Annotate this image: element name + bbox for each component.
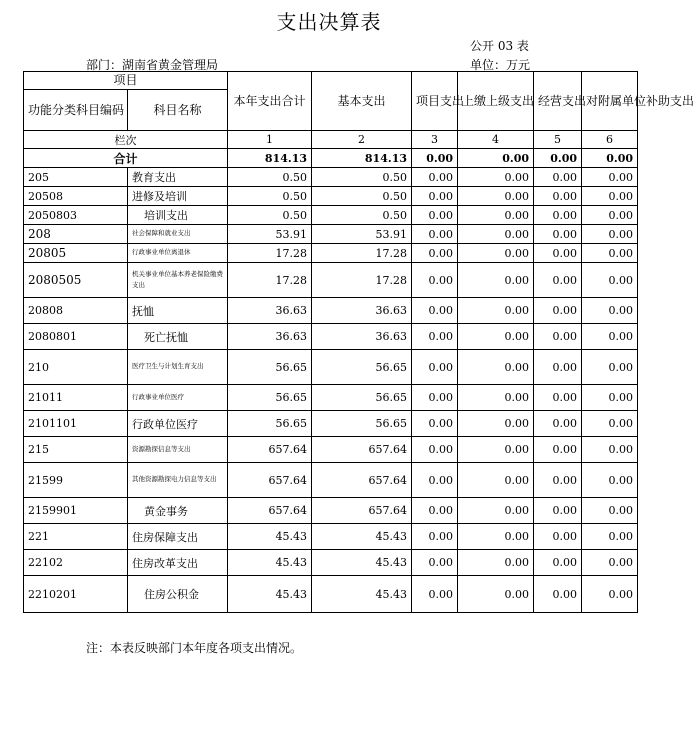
total-c2: 814.13: [312, 149, 412, 168]
amount-c6: 0.00: [582, 187, 638, 206]
expenditure-table: [23, 71, 694, 613]
col-index-1: 1: [228, 131, 312, 149]
amount-c2: 45.43: [312, 550, 412, 576]
col-index-label: 栏次: [24, 131, 228, 149]
amount-c3: 0.00: [412, 168, 458, 187]
header-func-code: 功能分类科目编码: [24, 90, 128, 131]
amount-c6: 0.00: [582, 385, 638, 411]
unit-label: 单位：万元: [470, 58, 531, 72]
amount-c2: 45.43: [312, 576, 412, 613]
amount-c2: 0.50: [312, 187, 412, 206]
amount-c1: 657.64: [228, 498, 312, 524]
subject-name: 教育支出: [128, 168, 228, 187]
amount-c1: 36.63: [228, 324, 312, 350]
amount-c6: 0.00: [582, 263, 638, 298]
subject-name: 培训支出: [128, 206, 228, 225]
subject-name: 其他资源勘探电力信息等支出: [128, 463, 228, 498]
amount-c2: 56.65: [312, 385, 412, 411]
table-row: [24, 498, 638, 524]
amount-c1: 0.50: [228, 168, 312, 187]
amount-c3: 0.00: [412, 298, 458, 324]
amount-c3: 0.00: [412, 385, 458, 411]
amount-c3: 0.00: [412, 263, 458, 298]
total-c6: 0.00: [582, 149, 638, 168]
subject-name: 资源勘探信息等支出: [128, 437, 228, 463]
subject-code: 2050803: [24, 206, 128, 225]
amount-c4: 0.00: [458, 168, 534, 187]
header-project-exp: 项目支出: [412, 72, 458, 131]
subject-code: 210: [24, 350, 128, 385]
amount-c5: 0.00: [534, 206, 582, 225]
subject-code: 2080801: [24, 324, 128, 350]
col-index-5: 5: [534, 131, 582, 149]
amount-c2: 56.65: [312, 411, 412, 437]
subject-code: 205: [24, 168, 128, 187]
table-row: [24, 437, 638, 463]
subject-code: 2210201: [24, 576, 128, 613]
table-row: [24, 524, 638, 550]
subject-name: 行政事业单位离退休: [128, 244, 228, 263]
amount-c2: 657.64: [312, 437, 412, 463]
amount-c1: 0.50: [228, 206, 312, 225]
amount-c6: 0.00: [582, 411, 638, 437]
subject-name: 黄金事务: [128, 498, 228, 524]
amount-c5: 0.00: [534, 187, 582, 206]
amount-c4: 0.00: [458, 463, 534, 498]
total-c3: 0.00: [412, 149, 458, 168]
amount-c1: 657.64: [228, 437, 312, 463]
amount-c4: 0.00: [458, 206, 534, 225]
amount-c4: 0.00: [458, 298, 534, 324]
amount-c1: 17.28: [228, 263, 312, 298]
amount-c1: 45.43: [228, 524, 312, 550]
subject-code: 2080505: [24, 263, 128, 298]
amount-c4: 0.00: [458, 437, 534, 463]
subject-code: 221: [24, 524, 128, 550]
amount-c2: 45.43: [312, 524, 412, 550]
amount-c5: 0.00: [534, 298, 582, 324]
amount-c3: 0.00: [412, 576, 458, 613]
amount-c1: 17.28: [228, 244, 312, 263]
amount-c3: 0.00: [412, 411, 458, 437]
amount-c4: 0.00: [458, 263, 534, 298]
subject-name: 抚恤: [128, 298, 228, 324]
subject-code: 215: [24, 437, 128, 463]
amount-c6: 0.00: [582, 576, 638, 613]
amount-c6: 0.00: [582, 498, 638, 524]
amount-c1: 53.91: [228, 225, 312, 244]
amount-c4: 0.00: [458, 498, 534, 524]
table-row: [24, 206, 638, 225]
amount-c6: 0.00: [582, 463, 638, 498]
amount-c3: 0.00: [412, 225, 458, 244]
header-row: [24, 72, 638, 90]
amount-c5: 0.00: [534, 524, 582, 550]
amount-c4: 0.00: [458, 244, 534, 263]
amount-c3: 0.00: [412, 324, 458, 350]
amount-c3: 0.00: [412, 437, 458, 463]
amount-c5: 0.00: [534, 463, 582, 498]
col-index-2: 2: [312, 131, 412, 149]
amount-c4: 0.00: [458, 576, 534, 613]
amount-c5: 0.00: [534, 550, 582, 576]
footnote: 注：本表反映部门本年度各项支出情况。: [86, 641, 303, 655]
table-row: [24, 385, 638, 411]
amount-c6: 0.00: [582, 206, 638, 225]
subject-code: 22102: [24, 550, 128, 576]
subject-name: 机关事业单位基本养老保险缴费支出: [128, 263, 228, 298]
amount-c5: 0.00: [534, 437, 582, 463]
amount-c5: 0.00: [534, 324, 582, 350]
amount-c4: 0.00: [458, 524, 534, 550]
table-row: [24, 168, 638, 187]
amount-c6: 0.00: [582, 437, 638, 463]
table-row: [24, 225, 638, 244]
amount-c4: 0.00: [458, 187, 534, 206]
subject-code: 21011: [24, 385, 128, 411]
amount-c3: 0.00: [412, 187, 458, 206]
amount-c5: 0.00: [534, 225, 582, 244]
subject-code: 2159901: [24, 498, 128, 524]
amount-c2: 36.63: [312, 324, 412, 350]
table-row: [24, 263, 638, 298]
col-index-4: 4: [458, 131, 534, 149]
amount-c2: 56.65: [312, 350, 412, 385]
amount-c4: 0.00: [458, 550, 534, 576]
subject-name: 行政事业单位医疗: [128, 385, 228, 411]
subject-code: 20808: [24, 298, 128, 324]
amount-c6: 0.00: [582, 298, 638, 324]
subject-name: 社会保障和就业支出: [128, 225, 228, 244]
amount-c6: 0.00: [582, 225, 638, 244]
header-subject-name: 科目名称: [128, 90, 228, 131]
amount-c3: 0.00: [412, 498, 458, 524]
col-index-6: 6: [582, 131, 638, 149]
amount-c4: 0.00: [458, 225, 534, 244]
subject-code: 21599: [24, 463, 128, 498]
amount-c6: 0.00: [582, 244, 638, 263]
total-row: [24, 149, 638, 168]
amount-c3: 0.00: [412, 524, 458, 550]
header-business: 经营支出: [534, 72, 582, 131]
amount-c1: 56.65: [228, 411, 312, 437]
total-c1: 814.13: [228, 149, 312, 168]
amount-c2: 0.50: [312, 206, 412, 225]
amount-c2: 657.64: [312, 498, 412, 524]
amount-c2: 53.91: [312, 225, 412, 244]
header-subsidy: 对附属单位补助支出: [582, 72, 638, 131]
subject-name: 医疗卫生与计划生育支出: [128, 350, 228, 385]
subject-name: 住房公积金: [128, 576, 228, 613]
table-row: [24, 550, 638, 576]
amount-c1: 56.65: [228, 350, 312, 385]
amount-c5: 0.00: [534, 498, 582, 524]
department-label: 部门：湖南省黄金管理局: [86, 58, 219, 72]
amount-c1: 45.43: [228, 576, 312, 613]
amount-c2: 17.28: [312, 244, 412, 263]
amount-c1: 0.50: [228, 187, 312, 206]
amount-c2: 36.63: [312, 298, 412, 324]
amount-c5: 0.00: [534, 244, 582, 263]
amount-c6: 0.00: [582, 168, 638, 187]
amount-c3: 0.00: [412, 463, 458, 498]
amount-c4: 0.00: [458, 350, 534, 385]
amount-c4: 0.00: [458, 411, 534, 437]
amount-c6: 0.00: [582, 550, 638, 576]
subject-code: 20805: [24, 244, 128, 263]
total-c5: 0.00: [534, 149, 582, 168]
amount-c5: 0.00: [534, 263, 582, 298]
amount-c5: 0.00: [534, 576, 582, 613]
table-row: [24, 411, 638, 437]
col-index-3: 3: [412, 131, 458, 149]
amount-c1: 657.64: [228, 463, 312, 498]
subject-code: 2101101: [24, 411, 128, 437]
table-row: [24, 463, 638, 498]
header-basic: 基本支出: [312, 72, 412, 131]
amount-c2: 657.64: [312, 463, 412, 498]
amount-c2: 0.50: [312, 168, 412, 187]
subject-name: 死亡抚恤: [128, 324, 228, 350]
header-project: 项目: [24, 72, 228, 90]
subject-name: 行政单位医疗: [128, 411, 228, 437]
header-upper: 上缴上级支出: [458, 72, 534, 131]
total-label: 合计: [24, 149, 228, 168]
amount-c1: 56.65: [228, 385, 312, 411]
column-index-row: [24, 131, 638, 149]
form-number: 公开 03 表: [470, 39, 529, 53]
page-title: 支出决算表: [276, 10, 382, 34]
subject-name: 住房保障支出: [128, 524, 228, 550]
subject-code: 20508: [24, 187, 128, 206]
amount-c6: 0.00: [582, 350, 638, 385]
amount-c1: 36.63: [228, 298, 312, 324]
amount-c5: 0.00: [534, 385, 582, 411]
amount-c1: 45.43: [228, 550, 312, 576]
table-row: [24, 324, 638, 350]
subject-name: 进修及培训: [128, 187, 228, 206]
header-total: 本年支出合计: [228, 72, 312, 131]
amount-c6: 0.00: [582, 524, 638, 550]
subject-code: 208: [24, 225, 128, 244]
table-row: [24, 244, 638, 263]
amount-c6: 0.00: [582, 324, 638, 350]
amount-c5: 0.00: [534, 168, 582, 187]
table-row: [24, 187, 638, 206]
table-row: [24, 298, 638, 324]
table-row: [24, 576, 638, 613]
amount-c3: 0.00: [412, 350, 458, 385]
amount-c3: 0.00: [412, 206, 458, 225]
amount-c3: 0.00: [412, 244, 458, 263]
subject-name: 住房改革支出: [128, 550, 228, 576]
amount-c4: 0.00: [458, 385, 534, 411]
amount-c3: 0.00: [412, 550, 458, 576]
amount-c5: 0.00: [534, 411, 582, 437]
amount-c5: 0.00: [534, 350, 582, 385]
amount-c2: 17.28: [312, 263, 412, 298]
total-c4: 0.00: [458, 149, 534, 168]
amount-c4: 0.00: [458, 324, 534, 350]
table-row: [24, 350, 638, 385]
